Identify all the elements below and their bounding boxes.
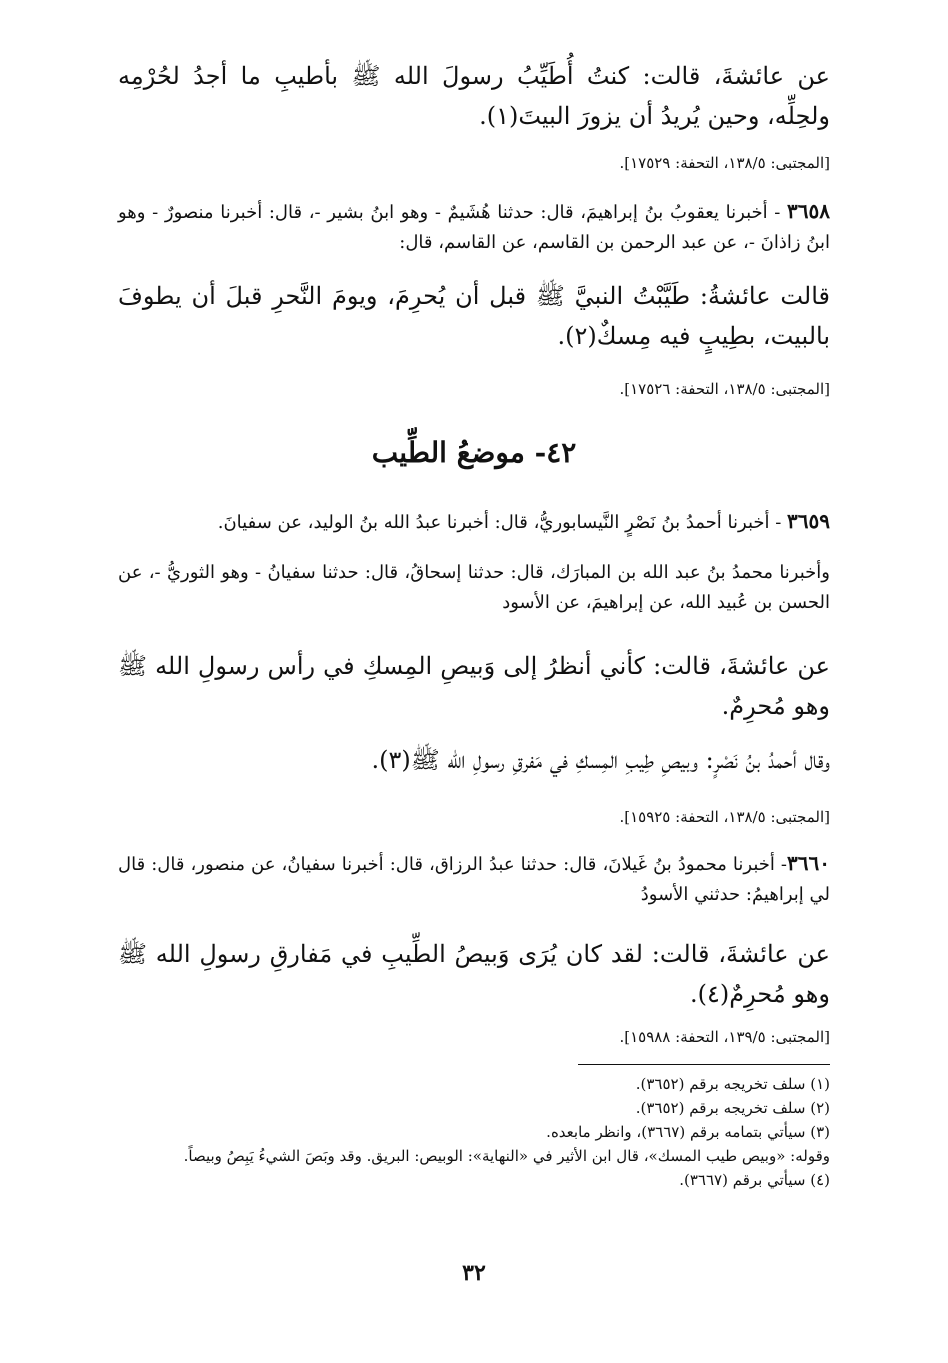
footnote-2: (٢) سلف تخريجه برقم (٣٦٥٢). xyxy=(635,1099,830,1117)
hadith-3658-matn: قالت عائشةُ: طَيَّبْتُ النبيَّ ﷺ قبل أن يُحرِمَ، ويومَ النَّحرِ قبلَ أن يطوفَ بالبيت، بطِيبٍ فيه مِسكٌ(٢). xyxy=(118,282,830,350)
footnote-separator xyxy=(578,1064,830,1065)
footnote-3-note: وقوله: «وبيص طيب المسك»، قال ابن الأثير في «النهاية»: الوبيص: البريق. وقد وبَصَ الشيءُ يَبِصُ وبيصاً. xyxy=(183,1147,830,1165)
chapter-heading: ٤٢- موضعُ الطِّيب xyxy=(371,436,577,469)
hadith-3659-matn: عن عائشةَ، قالت: كأني أنظرُ إلى وَبيصِ المِسكِ في رأس رسولِ الله ﷺ وهو مُحرِمٌ. xyxy=(118,652,830,720)
reference-line: [المجتبى: ١٣٨/٥، التحفة: ١٧٥٢٩]. xyxy=(619,154,830,172)
footnote-3: (٣) سيأتي بتمامه برقم (٣٦٦٧)، وانظر مابعده. xyxy=(546,1123,830,1141)
hadith-3659-isnad xyxy=(118,506,830,538)
hadith-number: ٣٦٦٠ xyxy=(787,851,830,875)
reference-line: [المجتبى: ١٣٩/٥، التحفة: ١٥٩٨٨]. xyxy=(619,1028,830,1046)
hadith-3658-isnad xyxy=(118,196,830,258)
hadith-number: ٣٦٥٩ xyxy=(787,509,830,533)
hadith-matn-continuation: عن عائشةَ، قالت: كنتُ أُطَيِّبُ رسولَ الله ﷺ بأطيبِ ما أجدُ لحُرْمِه ولحِلِّه، وحين يُريدُ أن يزورَ البيتَ(١). xyxy=(118,62,830,130)
hadith-number: ٣٦٥٨ xyxy=(787,199,830,223)
footnote-4: (٤) سيأتي برقم (٣٦٦٧). xyxy=(679,1171,830,1189)
isnad-text: - أخبرنا يعقوبُ بنُ إبراهيمَ، قال: حدثنا هُشَيمٌ - وهو ابنُ بشير -، قال: أخبرنا منصورٌ - وهو ابنُ زاذانَ -، عن عبد الرحمن بن القاسم، عن القاسم، قال: xyxy=(118,202,830,253)
isnad-text: - أخبرنا محمودُ بنُ غَيلانَ، قال: حدثنا عبدُ الرزاق، قال: أخبرنا سفيانُ، عن منصور، قال: قال لي إبراهيمُ: حدثني الأسودُ xyxy=(118,854,830,905)
reference-line: [المجتبى: ١٣٨/٥، التحفة: ١٥٩٢٥]. xyxy=(619,808,830,826)
isnad-text: - أخبرنا أحمدُ بنُ نَصْرٍ النَّيسابوريُّ، قال: أخبرنا عبدُ الله بنُ الوليد، عن سفيانَ. xyxy=(217,512,788,533)
hadith-3660-isnad xyxy=(118,848,830,910)
footnote-1: (١) سلف تخريجه برقم (٣٦٥٢). xyxy=(635,1075,830,1093)
hadith-3660-matn: عن عائشةَ، قالت: لقد كان يُرَى وَبيصُ الطِّيبِ في مَفارقِ رسولِ الله ﷺ وهو مُحرِمٌ(٤). xyxy=(118,940,830,1008)
hadith-3659-isnad-second: وأخبرنا محمدُ بنُ عبد الله بن المبارَك، قال: حدثنا إسحاقُ، قال: حدثنا سفيانُ - وهو الثوريُّ -، عن الحسن بن عُبيد الله، عن إبراهيمَ، عن الأسود xyxy=(118,562,830,613)
hadith-3659-matn-variant: وقال أحمدُ بنُ نَصْرٍ: وبيصِ طِيبِ المِسكِ في مَفرقِ رسولِ الله ﷺ(٣). xyxy=(371,746,830,774)
page-number: ٣٢ xyxy=(462,1260,486,1286)
reference-line: [المجتبى: ١٣٨/٥، التحفة: ١٧٥٢٦]. xyxy=(619,380,830,398)
footnotes xyxy=(118,1072,830,1192)
